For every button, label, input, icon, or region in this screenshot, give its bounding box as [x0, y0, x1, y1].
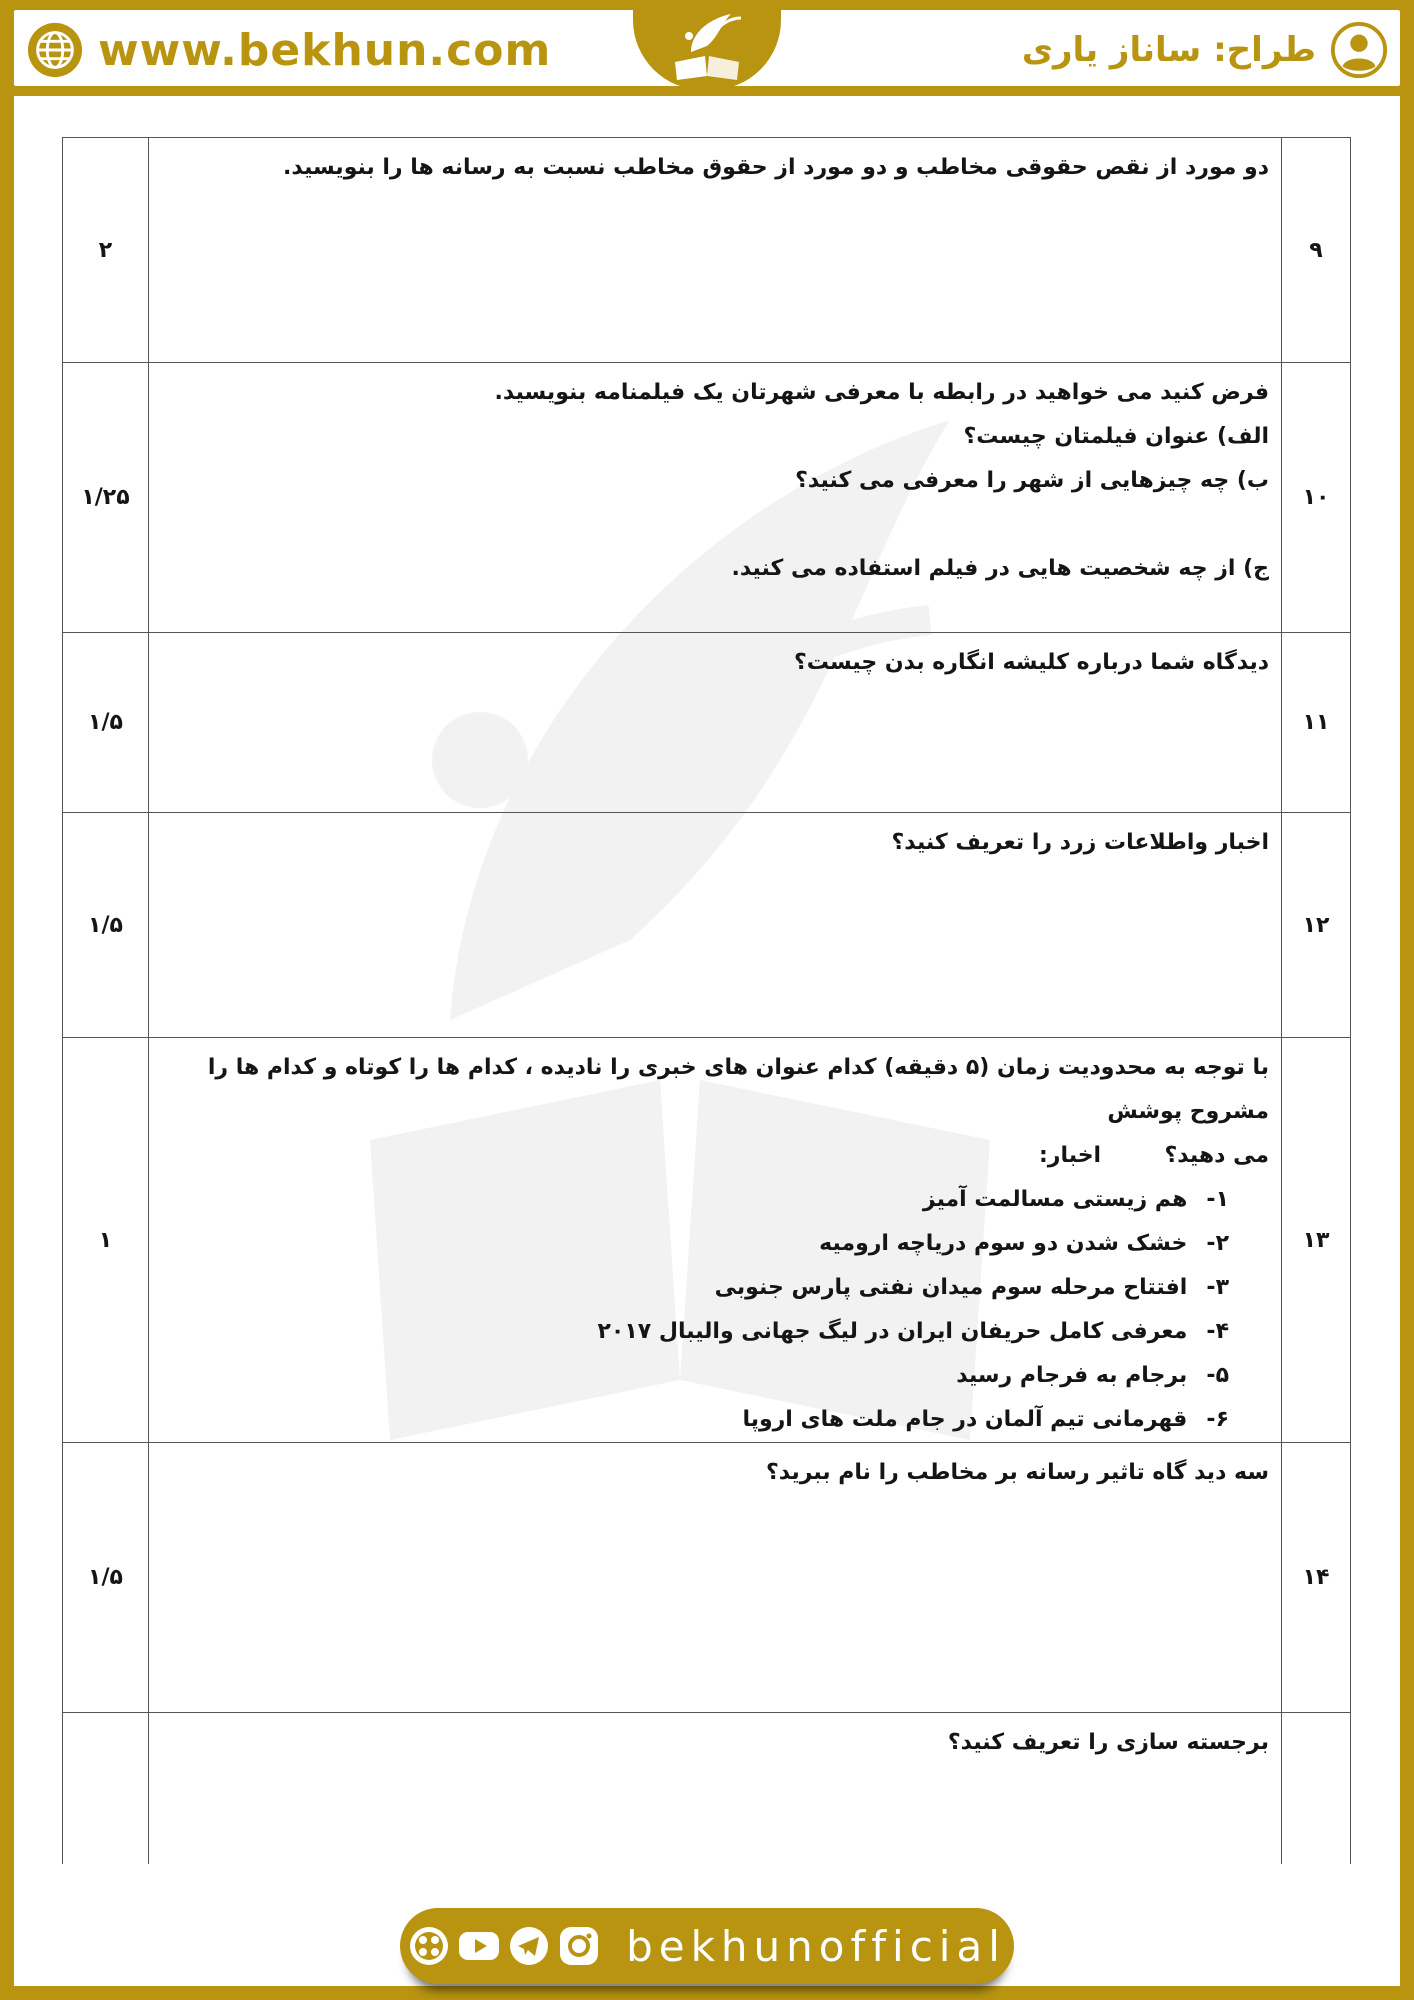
question-line: ج) از چه شخصیت هایی در فیلم استفاده می کنید.	[731, 556, 1269, 581]
list-item: ۴- معرفی کامل حریفان ایران در لیگ جهانی والیبال ۲۰۱۷	[597, 1319, 1229, 1344]
question-line: دیدگاه شما درباره کلیشه انگاره بدن چیست؟	[793, 650, 1269, 675]
list-item: ۱- هم زیستی مسالمت آمیز	[922, 1187, 1229, 1212]
question-score: ۱/۵	[63, 813, 149, 1038]
question-number: ۱۱	[1282, 633, 1351, 813]
list-item: ۶- قهرمانی تیم آلمان در جام ملت های اروپا	[742, 1407, 1229, 1432]
aparat-icon[interactable]	[408, 1925, 450, 1967]
question-line: سه دید گاه تاثیر رسانه بر مخاطب را نام ببرید؟	[765, 1460, 1269, 1485]
question-score: ۲	[63, 138, 149, 363]
question-number: ۱۲	[1282, 813, 1351, 1038]
question-number: ۱۴	[1282, 1443, 1351, 1713]
youtube-icon[interactable]	[458, 1925, 500, 1967]
question-row	[63, 138, 1351, 363]
website-url[interactable]: www.bekhun.com	[98, 24, 552, 76]
question-row	[63, 633, 1351, 813]
list-item: ۵- برجام به فرجام رسید	[956, 1363, 1229, 1388]
question-row	[63, 813, 1351, 1038]
question-line: دو مورد از نقص حقوقی مخاطب و دو مورد از حقوق مخاطب نسبت به رسانه ها را بنویسید.	[283, 155, 1269, 180]
list-item: ۲- خشک شدن دو سوم دریاچه ارومیه	[819, 1231, 1229, 1256]
question-line: برجسته سازی را تعریف کنید؟	[947, 1730, 1269, 1755]
telegram-icon[interactable]	[508, 1925, 550, 1967]
question-row	[63, 363, 1351, 633]
question-number: ۱۳	[1282, 1038, 1351, 1443]
question-line: اخبار واطلاعات زرد را تعریف کنید؟	[891, 830, 1269, 855]
question-score: ۱/۲۵	[63, 363, 149, 633]
question-line	[149, 1134, 1269, 1178]
question-score: ۱/۵	[63, 633, 149, 813]
questions-table	[62, 137, 1351, 1973]
question-score: ۱/۵	[63, 1443, 149, 1713]
question-text	[149, 138, 1282, 363]
question-text	[149, 633, 1282, 813]
question-text	[149, 1443, 1282, 1713]
question-text	[149, 1038, 1282, 1443]
designer-name: طراح: ساناز یاری	[1021, 30, 1316, 70]
question-text	[149, 813, 1282, 1038]
question-line: الف) عنوان فیلمتان چیست؟	[963, 424, 1269, 449]
question-line-end: می دهید؟	[1164, 1143, 1269, 1168]
question-line: فرض کنید می خواهید در رابطه با معرفی شهرتان یک فیلمنامه بنویسید.	[494, 380, 1269, 405]
list-item: ۳- افتتاح مرحله سوم میدان نفتی پارس جنوبی	[714, 1275, 1229, 1300]
question-row	[63, 1443, 1351, 1713]
instagram-icon[interactable]	[558, 1925, 600, 1967]
social-handle[interactable]: bekhunofficial	[626, 1921, 1006, 1971]
question-line: ب) چه چیزهایی از شهر را معرفی می کنید؟	[795, 468, 1269, 493]
question-number: ۹	[1282, 138, 1351, 363]
question-row	[63, 1038, 1351, 1443]
question-number: ۱۰	[1282, 363, 1351, 633]
social-footer	[400, 1908, 1014, 1984]
news-label: اخبار:	[1039, 1143, 1102, 1168]
question-score: ۱	[63, 1038, 149, 1443]
social-icons	[408, 1925, 600, 1967]
news-list	[149, 1178, 1269, 1442]
question-text	[149, 363, 1282, 633]
question-line: با توجه به محدودیت زمان (۵ دقیقه) کدام عنوان های خبری را نادیده ، کدام ها را کوتاه و کدام ها را مشروح پوشش	[207, 1055, 1269, 1124]
